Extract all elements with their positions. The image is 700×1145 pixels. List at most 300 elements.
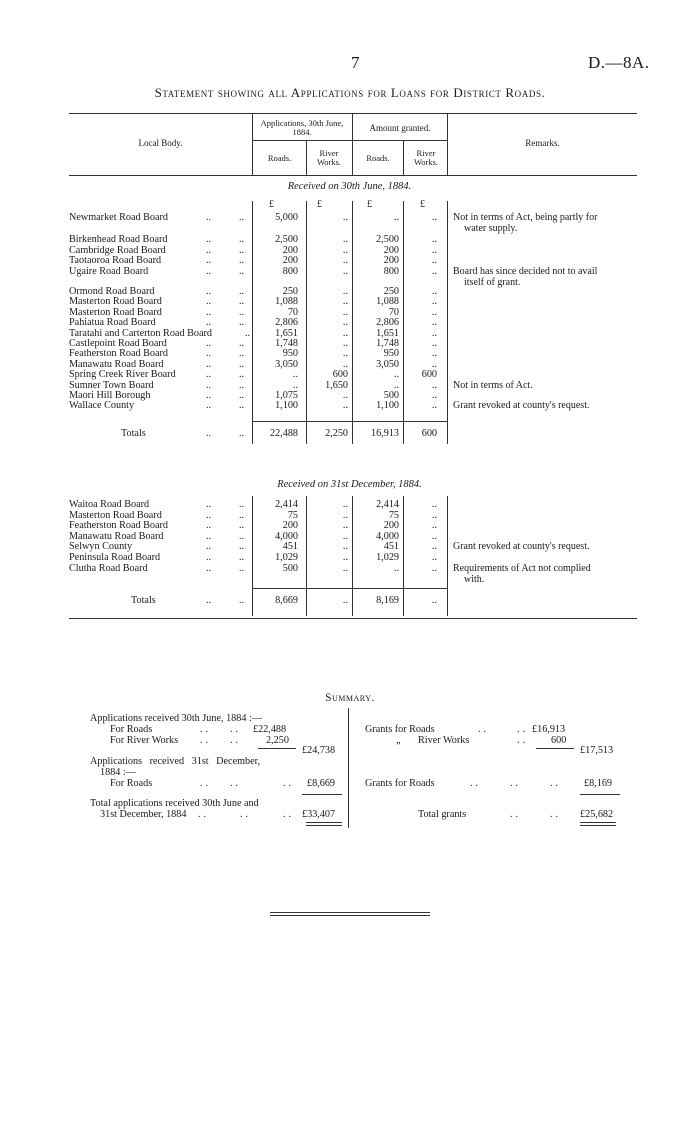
- summary-grand-total: £33,407: [302, 809, 336, 820]
- leader-dots: ..: [240, 809, 252, 820]
- granted-roads: 2,500: [376, 234, 399, 246]
- table-row: [69, 369, 637, 380]
- leader-dots: ..: [239, 595, 245, 606]
- leader-dots: ..: [206, 286, 212, 297]
- local-body-name: Birkenhead Road Board: [69, 234, 168, 246]
- table-row: [69, 380, 637, 391]
- loan-applications-table: [69, 113, 637, 619]
- table-row: [69, 499, 637, 510]
- application-river-works: ..: [342, 562, 348, 574]
- granted-roads: 800: [383, 265, 399, 277]
- granted-river-works: ..: [431, 520, 437, 532]
- leader-dots: ..: [239, 369, 245, 381]
- leader-dots: ..: [239, 306, 245, 318]
- granted-river-works: ..: [431, 509, 437, 521]
- summary-for-roads: For Roads: [110, 724, 153, 735]
- table-row: [69, 531, 637, 542]
- sum-rule: [536, 748, 574, 749]
- remark-line: Grant revoked at county's request.: [453, 400, 590, 412]
- leader-dots: ..: [206, 306, 212, 318]
- granted-river-works: ..: [431, 358, 437, 370]
- leader-dots: ..: [239, 348, 245, 360]
- application-roads: 200: [282, 244, 298, 256]
- col-rule-4: [403, 140, 404, 175]
- granted-river-works: ..: [431, 317, 437, 329]
- header-app-roads: Roads.: [267, 153, 292, 163]
- local-body-name: Peninsula Road Board: [69, 552, 161, 563]
- table-row: [69, 317, 637, 328]
- granted-roads: 451: [383, 541, 399, 553]
- table-row: [69, 286, 637, 297]
- application-river-works: ..: [342, 265, 348, 277]
- leader-dots: ..: [206, 390, 212, 401]
- header-remarks: Remarks.: [525, 138, 560, 148]
- table-row: [69, 552, 637, 563]
- leader-dots: ..: [239, 379, 245, 391]
- application-river-works: 1,650: [325, 379, 348, 391]
- granted-river-works: ..: [431, 552, 437, 563]
- total-grant-river: 600: [421, 428, 437, 439]
- leader-dots: ..: [550, 809, 562, 820]
- granted-roads: ..: [393, 562, 399, 574]
- application-river-works: ..: [342, 244, 348, 256]
- sum-rule: [302, 794, 342, 795]
- leader-dots: ..: [206, 348, 212, 360]
- application-river-works: ..: [342, 317, 348, 329]
- double-rule: [580, 822, 616, 823]
- pound-sign: £: [317, 199, 322, 210]
- local-body-name: Featherston Road Board: [69, 520, 169, 532]
- leader-dots: ..: [239, 338, 245, 349]
- col-rule-2: [306, 140, 307, 175]
- leader-dots: ..: [239, 400, 245, 412]
- remark-line: with.: [464, 573, 485, 585]
- granted-roads: 1,100: [376, 400, 399, 412]
- leader-dots: ..: [239, 499, 245, 510]
- granted-river-works: ..: [431, 296, 437, 308]
- granted-roads: ..: [393, 379, 399, 391]
- table-row: [69, 245, 637, 256]
- application-roads: 1,748: [275, 338, 298, 349]
- local-body-name: Pahiatua Road Board: [69, 317, 156, 329]
- table-row: [69, 296, 637, 307]
- application-river-works: ..: [342, 552, 348, 563]
- application-river-works: ..: [342, 306, 348, 318]
- double-rule: [306, 822, 342, 823]
- leader-dots: ..: [245, 327, 251, 339]
- leader-dots: ..: [206, 428, 212, 439]
- sum-rule: [258, 748, 296, 749]
- granted-river-works: ..: [431, 400, 437, 412]
- leader-dots: ..: [239, 520, 245, 532]
- local-body-name: Ormond Road Board: [69, 286, 155, 297]
- table-row: [69, 328, 637, 339]
- granted-roads: 1,748: [376, 338, 399, 349]
- summary-heading: Summary.: [325, 692, 375, 704]
- statement-title: Statement showing all Applications for Loans for District Roads.: [154, 85, 546, 100]
- granted-roads: 200: [383, 520, 399, 532]
- leader-dots: ..: [510, 778, 522, 789]
- totals-label: Totals: [121, 428, 146, 439]
- application-river-works: ..: [342, 499, 348, 510]
- summary-dec-total: £8,669: [307, 778, 336, 789]
- leader-dots: ..: [239, 234, 245, 246]
- application-roads: 250: [282, 286, 298, 297]
- application-roads: 1,100: [275, 400, 298, 412]
- leader-dots: ..: [206, 244, 212, 256]
- leader-dots: ..: [239, 509, 245, 521]
- granted-roads: ..: [393, 369, 399, 381]
- local-body-name: Spring Creek River Board: [69, 369, 176, 381]
- application-river-works: ..: [342, 327, 348, 339]
- leader-dots: ..: [239, 552, 245, 563]
- leader-dots: ..: [239, 212, 245, 223]
- summary-right-dec-total: £8,169: [584, 778, 613, 789]
- leader-dots: ..: [239, 358, 245, 370]
- local-body-name: Cambridge Road Board: [69, 244, 166, 256]
- application-roads: ..: [292, 379, 298, 391]
- subheader-rule: [252, 140, 447, 141]
- local-body-name: Manawatu Road Board: [69, 530, 164, 542]
- application-river-works: ..: [342, 296, 348, 308]
- leader-dots: ..: [239, 296, 245, 308]
- granted-river-works: ..: [431, 348, 437, 360]
- header-app-river-works: River Works.: [316, 148, 342, 167]
- page-number: 7: [351, 53, 360, 72]
- leader-dots: ..: [239, 317, 245, 329]
- remark-line: water supply.: [464, 223, 518, 234]
- local-body-name: Selwyn County: [69, 541, 133, 553]
- summary-grants-roads: Grants for Roads: [365, 724, 435, 735]
- granted-river-works: ..: [431, 541, 437, 553]
- leader-dots: ..: [239, 265, 245, 277]
- local-body-name: Maori Hill Borough: [69, 390, 151, 401]
- section-heading-june: Received on 30th June, 1884.: [287, 181, 412, 192]
- granted-roads: 2,806: [376, 317, 399, 329]
- leader-dots: ..: [510, 809, 522, 820]
- granted-roads: 200: [383, 255, 399, 267]
- total-grant-roads: 16,913: [370, 428, 399, 439]
- leader-dots: ..: [206, 509, 212, 521]
- leader-dots: ..: [198, 809, 210, 820]
- remark: [453, 563, 639, 585]
- header-grant-river-works: River Works.: [413, 148, 439, 167]
- application-river-works: ..: [342, 509, 348, 521]
- application-roads: ..: [292, 369, 298, 381]
- granted-roads: 1,029: [376, 552, 399, 563]
- granted-roads: 250: [383, 286, 399, 297]
- application-roads: 1,075: [275, 390, 298, 401]
- col-rule-3: [352, 113, 353, 175]
- granted-river-works: ..: [431, 562, 437, 574]
- double-rule: [306, 825, 342, 826]
- application-roads: 950: [282, 348, 298, 360]
- end-rule: [270, 915, 430, 916]
- application-roads: 1,029: [275, 552, 298, 563]
- application-river-works: ..: [342, 348, 348, 360]
- leader-dots: ..: [283, 778, 295, 789]
- leader-dots: ..: [230, 735, 242, 746]
- summary-right-grand-total: £25,682: [580, 809, 614, 820]
- granted-river-works: ..: [431, 499, 437, 510]
- summary-dec-roads: For Roads: [110, 778, 153, 789]
- granted-river-works: ..: [431, 338, 437, 349]
- remark: [453, 266, 639, 288]
- application-roads: 451: [282, 541, 298, 553]
- local-body-name: Ugaire Road Board: [69, 265, 149, 277]
- granted-roads: 2,414: [376, 499, 399, 510]
- remark-line: Grant revoked at county's request.: [453, 541, 590, 553]
- local-body-name: Manawatu Road Board: [69, 358, 164, 370]
- local-body-name: Taratahi and Carterton Road Board: [69, 327, 212, 339]
- table-bottom-rule: [69, 618, 637, 619]
- local-body-name: Featherston Road Board: [69, 348, 169, 360]
- leader-dots: ..: [206, 317, 212, 329]
- table-row: [69, 562, 637, 585]
- application-river-works: ..: [342, 530, 348, 542]
- leader-dots: ..: [239, 541, 245, 553]
- double-rule: [580, 825, 616, 826]
- leader-dots: ..: [239, 428, 245, 439]
- granted-roads: 200: [383, 244, 399, 256]
- header-applications: Applications, 30th June, 1884.: [260, 118, 344, 137]
- leader-dots: ..: [206, 265, 212, 277]
- leader-dots: ..: [206, 530, 212, 542]
- leader-dots: ..: [283, 809, 295, 820]
- summary-grants-roads-amount: £16,913: [532, 724, 566, 735]
- table-row: [69, 307, 637, 318]
- summary-total-1: Total applications received 30th June and: [90, 798, 259, 809]
- application-roads: 5,000: [275, 212, 298, 223]
- total-app-roads: 22,488: [269, 428, 298, 439]
- total-app-roads: 8,669: [275, 595, 298, 606]
- leader-dots: ..: [206, 234, 212, 246]
- local-body-name: Masterton Road Board: [69, 306, 162, 318]
- table-row: [69, 359, 637, 370]
- application-river-works: ..: [342, 400, 348, 412]
- application-river-works: ..: [342, 234, 348, 246]
- granted-roads: 500: [383, 390, 399, 401]
- granted-roads: 1,651: [376, 327, 399, 339]
- application-roads: 200: [282, 255, 298, 267]
- granted-river-works: ..: [431, 255, 437, 267]
- local-body-name: Waitoa Road Board: [69, 499, 150, 510]
- granted-roads: 75: [388, 509, 399, 521]
- summary-for-roads-amount: £22,488: [253, 724, 287, 735]
- table-row: [69, 348, 637, 359]
- leader-dots: ..: [206, 562, 212, 574]
- summary-apps-june: Applications received 30th June, 1884 :—: [90, 713, 263, 724]
- application-roads: 2,500: [275, 234, 298, 246]
- application-roads: 4,000: [275, 530, 298, 542]
- local-body-name: Masterton Road Board: [69, 509, 162, 521]
- summary-divider: [348, 708, 349, 828]
- document-reference: D.—8A.: [588, 53, 650, 72]
- leader-dots: ..: [206, 499, 212, 510]
- remark: [453, 212, 639, 234]
- granted-roads: 70: [388, 306, 399, 318]
- leader-dots: ..: [470, 778, 482, 789]
- table-row: [69, 338, 637, 349]
- leader-dots: ..: [200, 735, 212, 746]
- leader-dots: ..: [206, 379, 212, 391]
- application-roads: 70: [287, 306, 298, 318]
- local-body-name: Masterton Road Board: [69, 296, 162, 308]
- total-grant-roads: 8,169: [376, 595, 399, 606]
- total-grant-river: ..: [431, 595, 437, 606]
- application-roads: 500: [282, 562, 298, 574]
- leader-dots: ..: [239, 255, 245, 267]
- granted-river-works: ..: [431, 327, 437, 339]
- application-roads: 1,651: [275, 327, 298, 339]
- summary-right-june-total: £17,513: [580, 745, 614, 756]
- table-row: [69, 234, 637, 245]
- leader-dots: ..: [206, 552, 212, 563]
- summary-for-river-amount: 2,250: [266, 735, 289, 746]
- leader-dots: ..: [230, 724, 242, 735]
- remark: [453, 380, 639, 391]
- header-local-body: Local Body.: [138, 138, 183, 148]
- section-heading-december: Received on 31st December, 1884.: [277, 479, 422, 490]
- application-roads: 2,806: [275, 317, 298, 329]
- application-roads: 1,088: [275, 296, 298, 308]
- col-rule-1: [252, 113, 253, 175]
- application-roads: 3,050: [275, 358, 298, 370]
- granted-river-works: ..: [431, 265, 437, 277]
- local-body-name: Wallace County: [69, 400, 135, 412]
- leader-dots: ..: [200, 778, 212, 789]
- granted-river-works: ..: [431, 379, 437, 391]
- leader-dots: ..: [206, 296, 212, 308]
- leader-dots: ..: [239, 244, 245, 256]
- local-body-name: Clutha Road Board: [69, 562, 148, 574]
- leader-dots: ..: [206, 595, 212, 606]
- summary-grants-roads-dec: Grants for Roads: [365, 778, 435, 789]
- local-body-name: Sumner Town Board: [69, 379, 154, 391]
- table-row: [69, 390, 637, 401]
- pound-sign: £: [420, 199, 425, 210]
- summary-june-total: £24,738: [302, 745, 336, 756]
- application-river-works: ..: [342, 286, 348, 297]
- application-river-works: ..: [342, 541, 348, 553]
- sum-rule: [580, 794, 620, 795]
- local-body-name: Taotaoroa Road Board: [69, 255, 162, 267]
- table-row: [69, 255, 637, 266]
- summary-river-works: River Works: [418, 735, 470, 746]
- application-river-works: ..: [342, 255, 348, 267]
- application-river-works: ..: [342, 520, 348, 532]
- pound-sign: £: [269, 199, 274, 210]
- leader-dots: ..: [206, 338, 212, 349]
- table-row: [69, 520, 637, 531]
- application-river-works: ..: [342, 390, 348, 401]
- leader-dots: ..: [206, 358, 212, 370]
- pound-sign: £: [367, 199, 372, 210]
- leader-dots: ..: [200, 724, 212, 735]
- leader-dots: ..: [206, 400, 212, 412]
- application-roads: 2,414: [275, 499, 298, 510]
- header-bottom-rule: [69, 175, 637, 176]
- local-body-name: Castlepoint Road Board: [69, 338, 167, 349]
- end-rule: [270, 912, 430, 913]
- table-row: [69, 541, 637, 552]
- remark-line: Not in terms of Act, being partly for: [453, 212, 598, 223]
- leader-dots: ..: [478, 724, 490, 735]
- table-row: [69, 510, 637, 521]
- local-body-name: Newmarket Road Board: [69, 212, 169, 223]
- leader-dots: ..: [206, 541, 212, 553]
- granted-roads: ..: [393, 212, 399, 223]
- total-app-river: 2,250: [325, 428, 348, 439]
- remark-line: itself of grant.: [464, 276, 521, 288]
- remark-line: Board has since decided not to avail: [453, 265, 598, 277]
- remark-line: Not in terms of Act.: [453, 379, 533, 391]
- summary-river-amount: 600: [551, 735, 567, 746]
- application-river-works: ..: [342, 212, 348, 223]
- remark-line: Requirements of Act not complied: [453, 562, 591, 574]
- application-river-works: 600: [332, 369, 348, 381]
- granted-roads: 950: [383, 348, 399, 360]
- remark: [453, 541, 639, 552]
- granted-roads: 1,088: [376, 296, 399, 308]
- leader-dots: ..: [206, 369, 212, 381]
- header-amount-granted: Amount granted.: [369, 123, 431, 133]
- totals-row-june: [69, 428, 447, 439]
- leader-dots: ..: [239, 286, 245, 297]
- summary-total-2: 31st December, 1884: [100, 809, 187, 820]
- leader-dots: ..: [230, 778, 242, 789]
- table-row: [69, 400, 637, 411]
- summary-apps-dec-2: 1884 :—: [100, 767, 136, 778]
- application-roads: 200: [282, 520, 298, 532]
- summary-for-river: For River Works: [110, 735, 179, 746]
- ditto-mark: „: [396, 735, 401, 746]
- leader-dots: ..: [517, 724, 529, 735]
- summary-total-grants: Total grants: [418, 809, 467, 820]
- totals-rule-2: [252, 588, 447, 589]
- leader-dots: ..: [206, 212, 212, 223]
- granted-river-works: ..: [431, 244, 437, 256]
- granted-roads: 4,000: [376, 530, 399, 542]
- leader-dots: ..: [550, 778, 562, 789]
- leader-dots: ..: [239, 562, 245, 574]
- leader-dots: ..: [206, 255, 212, 267]
- table-row: [69, 212, 637, 234]
- granted-river-works: ..: [431, 234, 437, 246]
- granted-river-works: ..: [431, 306, 437, 318]
- application-river-works: ..: [342, 338, 348, 349]
- application-roads: 75: [287, 509, 298, 521]
- totals-label: Totals: [131, 595, 156, 606]
- granted-river-works: 600: [421, 369, 437, 381]
- application-river-works: ..: [342, 358, 348, 370]
- granted-river-works: ..: [431, 530, 437, 542]
- granted-roads: 3,050: [376, 358, 399, 370]
- total-app-river: ..: [342, 595, 348, 606]
- header-grant-roads: Roads.: [366, 153, 390, 163]
- summary-apps-dec-1: Applications received 31st December,: [90, 756, 261, 767]
- leader-dots: ..: [239, 390, 245, 401]
- table-top-rule: [69, 113, 637, 114]
- leader-dots: ..: [239, 530, 245, 542]
- leader-dots: ..: [517, 735, 529, 746]
- granted-river-works: ..: [431, 286, 437, 297]
- leader-dots: ..: [206, 520, 212, 532]
- granted-river-works: ..: [431, 390, 437, 401]
- table-row: [69, 265, 637, 288]
- totals-rule-1: [252, 421, 447, 422]
- totals-row-december: [69, 595, 447, 606]
